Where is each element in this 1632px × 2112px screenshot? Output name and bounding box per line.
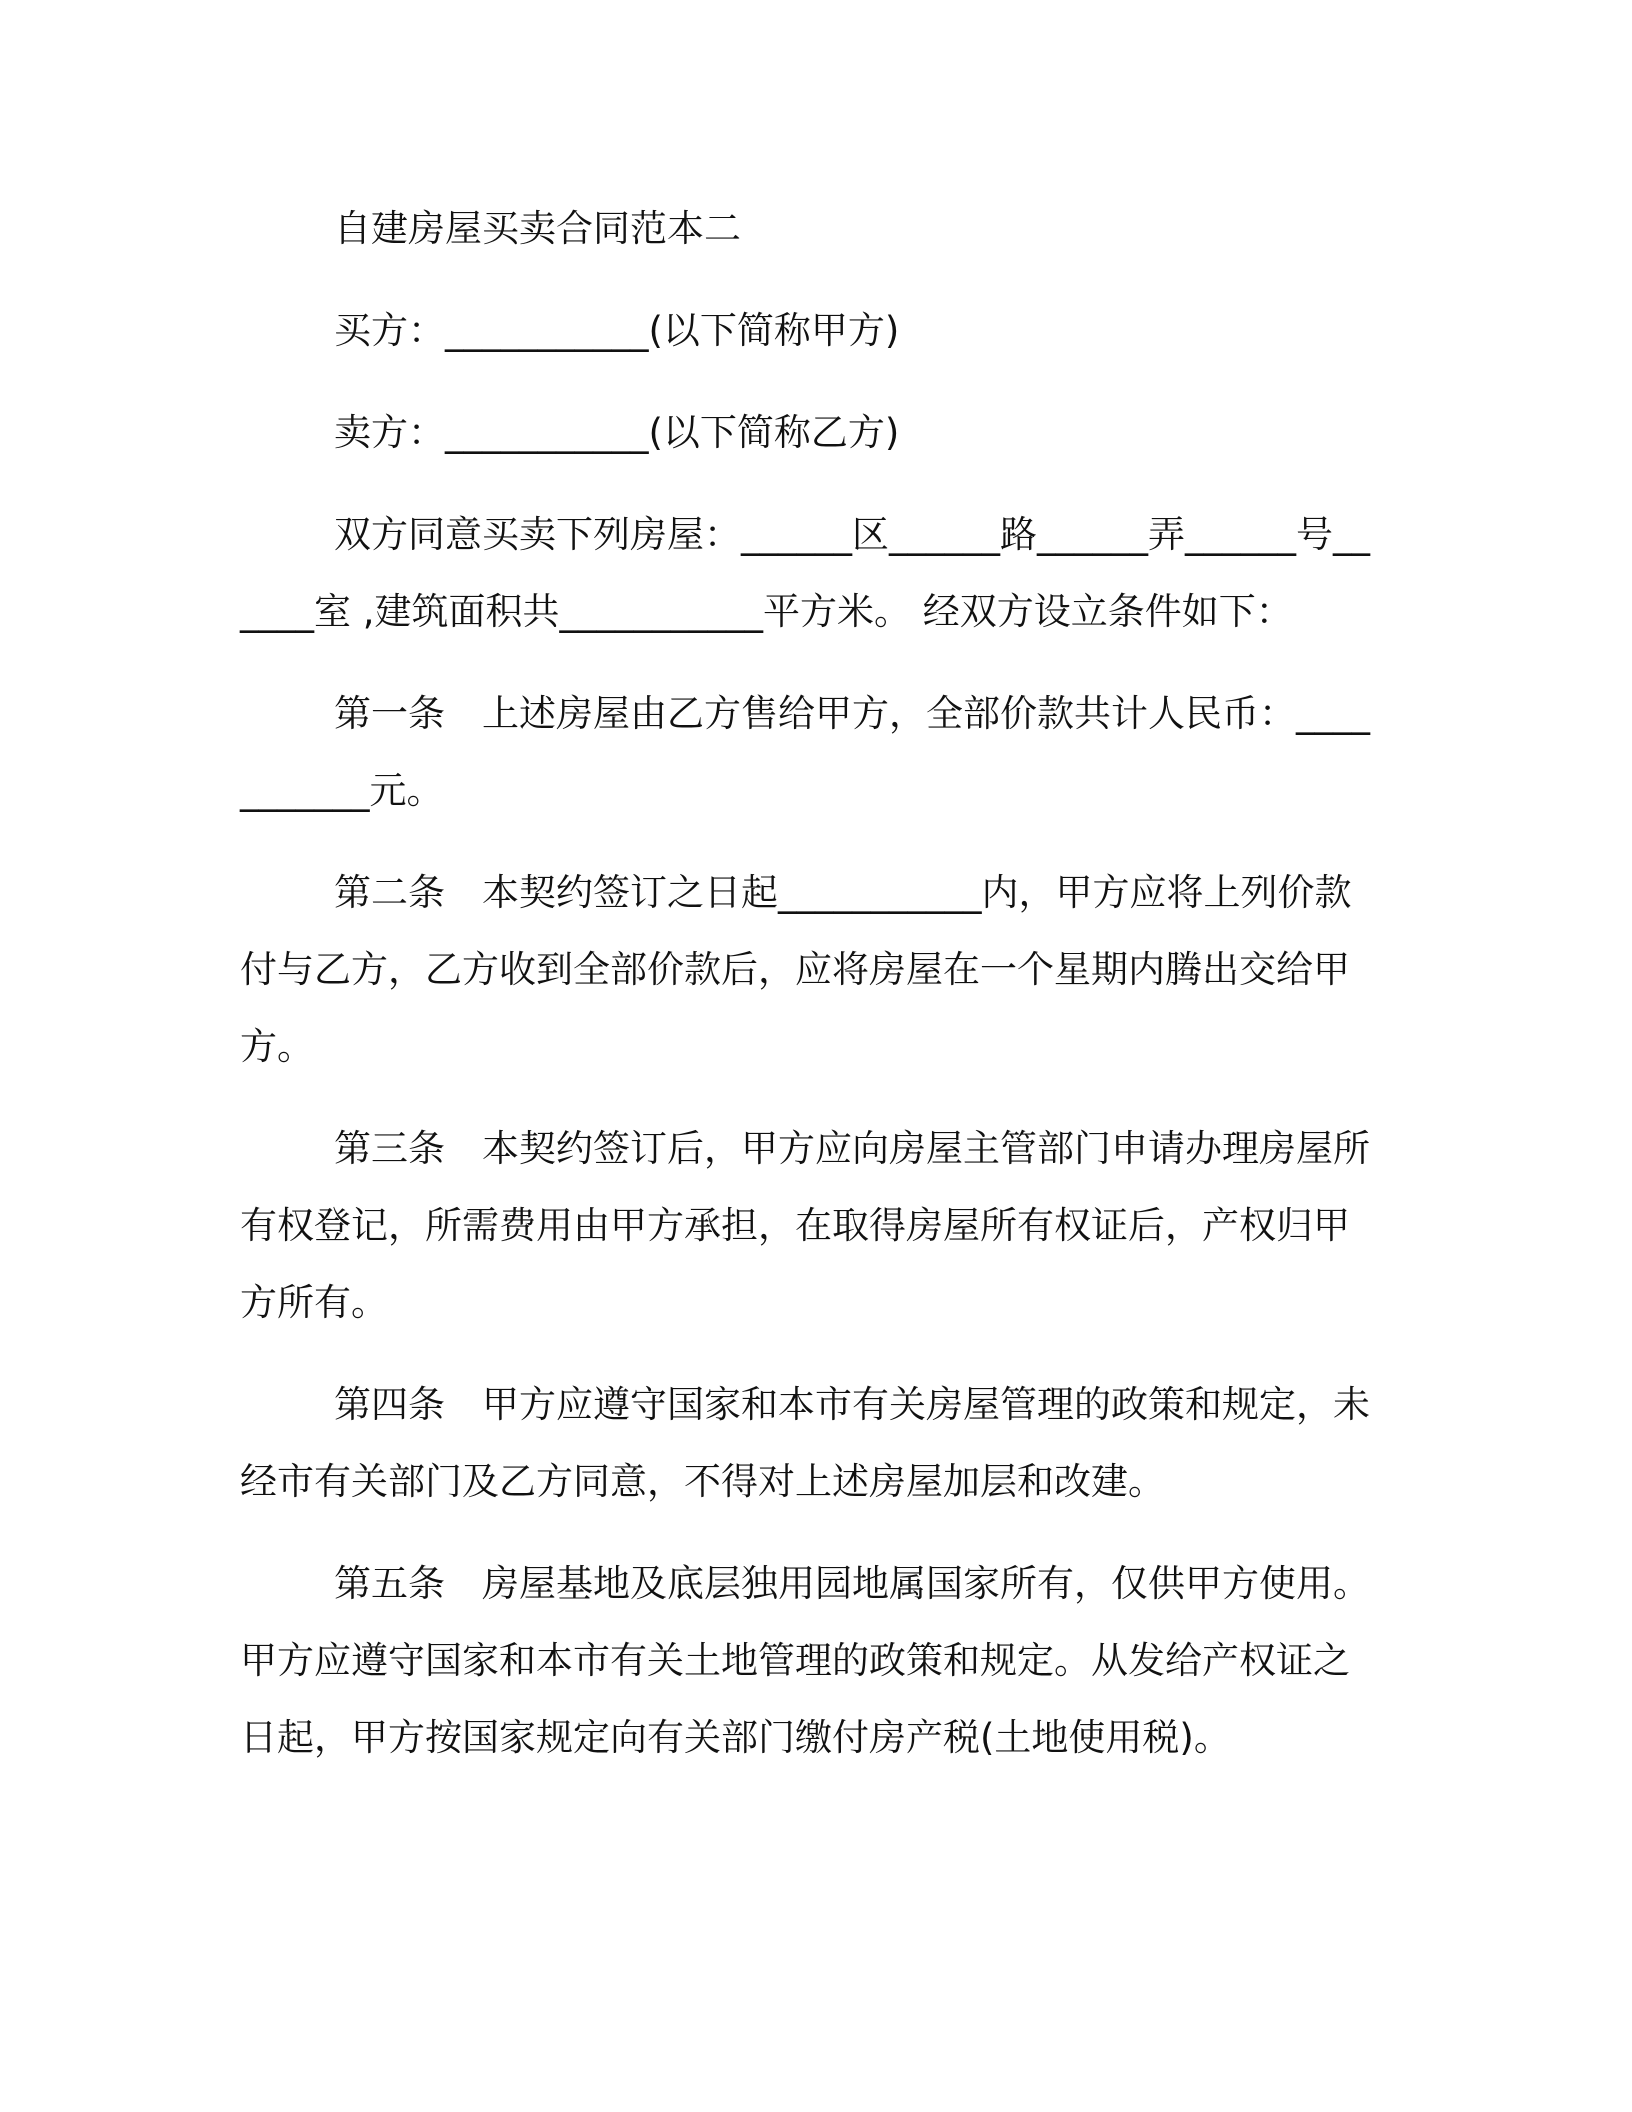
article-label: 第三条 [334, 1127, 445, 1170]
property-description: 双方同意买卖下列房屋：______区______路______弄______号______室 ,建筑面积共___________平方米。 经双方设立条件如下： [240, 513, 1370, 633]
buyer-line: 买方：___________(以下简称甲方) [334, 309, 900, 352]
seller-line: 卖方：___________(以下简称乙方) [334, 411, 900, 454]
article-label: 第四条 [334, 1383, 445, 1426]
article-text: 上述房屋由乙方售给甲方，全部价款共计人民币：___________元。 [240, 692, 1370, 812]
article-text: 房屋基地及底层独用园地属国家所有，仅供甲方使用。甲方应遵守国家和本市有关土地管理的政策和规定。从发给产权证之日起，甲方按国家规定向有关部门缴付房产税(土地使用税)。 [240, 1562, 1370, 1759]
article-text: 甲方应遵守国家和本市有关房屋管理的政策和规定，未经市有关部门及乙方同意，不得对上述房屋加层和改建。 [240, 1383, 1370, 1503]
article-text: 本契约签订之日起___________内，甲方应将上列价款付与乙方，乙方收到全部价款后，应将房屋在一个星期内腾出交给甲方。 [240, 871, 1352, 1068]
article-label: 第二条 [334, 871, 445, 914]
article-text: 本契约签订后，甲方应向房屋主管部门申请办理房屋所有权登记，所需费用由甲方承担，在取得房屋所有权证后，产权归甲方所有。 [240, 1127, 1370, 1324]
document-body [240, 190, 1380, 1801]
article-1 [240, 675, 1380, 829]
article-label: 第五条 [334, 1562, 445, 1605]
article-5 [240, 1545, 1380, 1776]
article-label: 第一条 [334, 692, 445, 735]
document-title: 自建房屋买卖合同范本二 [334, 207, 741, 250]
article-4 [240, 1366, 1380, 1520]
article-3 [240, 1110, 1380, 1341]
article-2 [240, 854, 1380, 1085]
